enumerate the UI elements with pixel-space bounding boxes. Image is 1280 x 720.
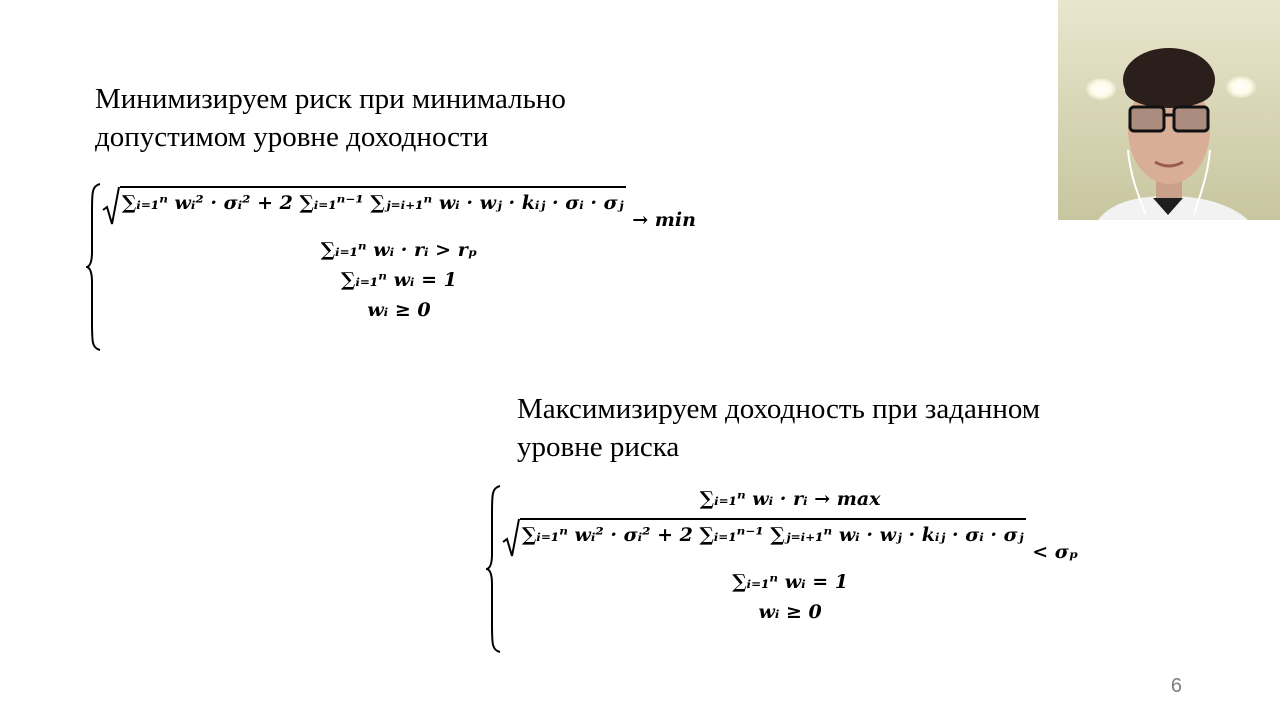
- webcam-video: [1058, 0, 1280, 220]
- heading-2-line-2: уровне риска: [517, 431, 680, 463]
- formula-lines: [502, 484, 1078, 654]
- constraint-nonnegative: wᵢ ≥ 0: [758, 601, 822, 623]
- radical-sign: [102, 186, 120, 226]
- constraint-nonnegative: wᵢ ≥ 0: [367, 299, 431, 321]
- left-brace: [86, 182, 102, 352]
- risk-expression: ∑ᵢ₌₁ⁿ wᵢ² · σᵢ² + 2 ∑ᵢ₌₁ⁿ⁻¹ ∑ⱼ₌ᵢ₊₁ⁿ wᵢ · wⱼ · kᵢⱼ · σᵢ · σⱼ: [120, 186, 626, 226]
- square-root: [102, 186, 626, 226]
- constraint-weights-sum: ∑ᵢ₌₁ⁿ wᵢ = 1: [341, 269, 457, 291]
- heading-1-line-1: Минимизируем риск при минимально: [95, 83, 566, 115]
- risk-constraint-line: [502, 514, 1078, 567]
- heading-maximize-return: [517, 390, 1157, 466]
- presenter-icon: [1058, 0, 1280, 220]
- constraint-weights-sum: ∑ᵢ₌₁ⁿ wᵢ = 1: [732, 571, 849, 593]
- radical-sign: [502, 518, 520, 558]
- heading-1-line-2: допустимом уровне доходности: [95, 121, 489, 153]
- page-number: 6: [1170, 675, 1182, 697]
- objective-line: [102, 182, 696, 235]
- formula-system-min-risk: [86, 182, 696, 352]
- left-brace: [486, 484, 502, 654]
- constraint-return: ∑ᵢ₌₁ⁿ wᵢ · rᵢ > rₚ: [320, 239, 478, 261]
- risk-expression: ∑ᵢ₌₁ⁿ wᵢ² · σᵢ² + 2 ∑ᵢ₌₁ⁿ⁻¹ ∑ⱼ₌ᵢ₊₁ⁿ wᵢ · wⱼ · kᵢⱼ · σᵢ · σⱼ: [520, 518, 1026, 558]
- heading-minimize-risk: [95, 80, 695, 156]
- objective-line: ∑ᵢ₌₁ⁿ wᵢ · rᵢ → max: [699, 488, 881, 510]
- formula-lines: [102, 182, 696, 352]
- heading-2-line-1: Максимизируем доходность при заданном: [517, 393, 1041, 425]
- risk-limit: < σₚ: [1032, 541, 1079, 563]
- square-root: [502, 518, 1026, 558]
- formula-system-max-return: [486, 484, 1078, 654]
- objective-direction: → min: [632, 209, 696, 231]
